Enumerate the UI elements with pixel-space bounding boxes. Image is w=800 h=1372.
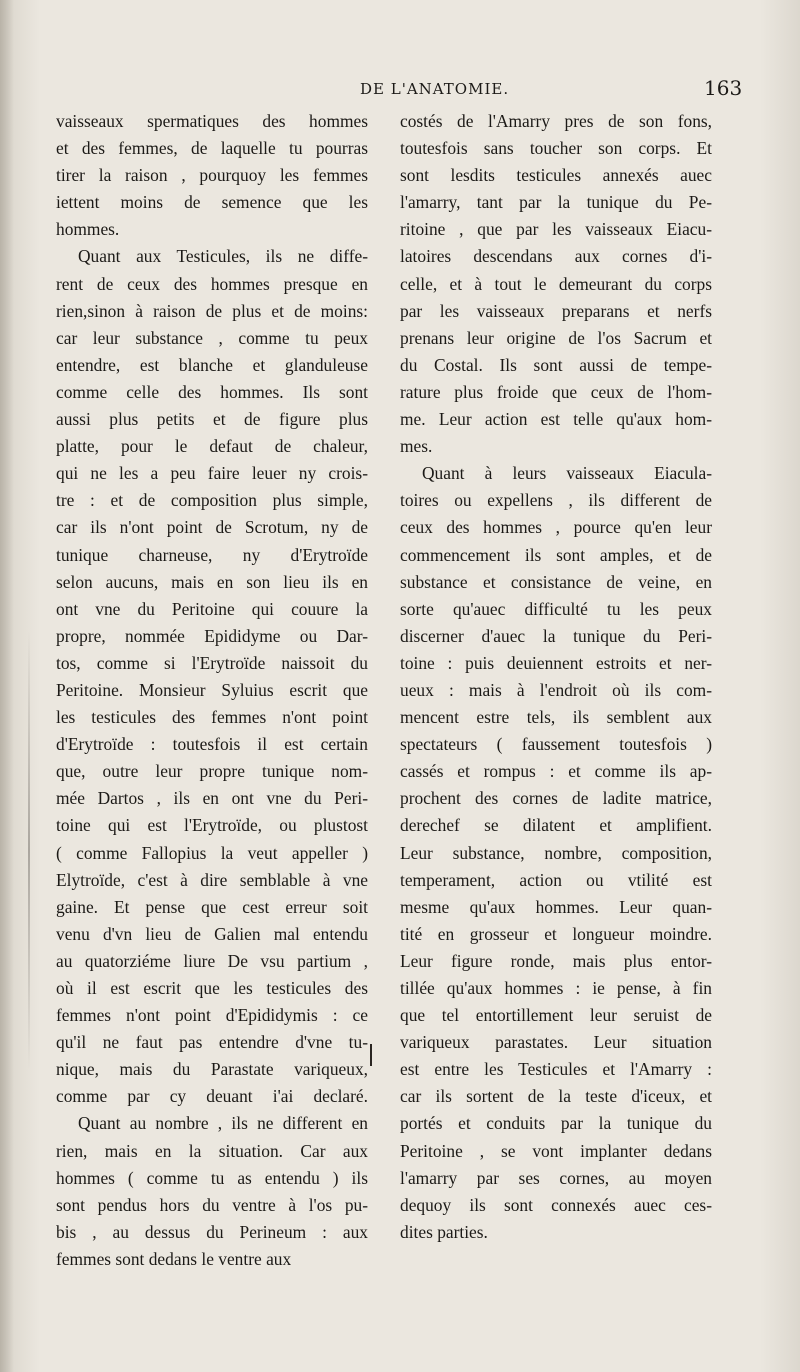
margin-mark (28, 630, 30, 1070)
text-line: Leur figure ronde, mais plus entor- (400, 950, 712, 971)
text-line: où il est escrit que les testicules des (56, 978, 368, 998)
text-line: Peritoine , se vont implanter dedans (400, 1140, 712, 1161)
text-line: ont vne du Peritoine qui couure la (56, 598, 368, 619)
text-line: toine : puis deuiennent estroits et ner- (400, 652, 712, 673)
text-line: Leur substance, nombre, composition, (400, 842, 712, 863)
text-line: toine qui est l'Erytroïde, ou plustost (56, 815, 368, 836)
text-line: les testicules des femmes n'ont point (56, 707, 368, 728)
text-line: par les vaisseaux preparans et nerfs (400, 300, 712, 321)
text-line: ( comme Fallopius la veut appeller ) (56, 842, 368, 863)
page-header (0, 76, 800, 106)
text-line: celle, et à tout le demeurant du corps (400, 273, 712, 294)
text-line: au quatorziéme liure De vsu partium , (56, 950, 368, 971)
text-line: que, outre leur propre tunique nom- (56, 761, 368, 782)
left-column (56, 108, 368, 1273)
text-line: mes. (400, 436, 433, 457)
text-line: bis , au dessus du Perineum : aux (56, 1221, 368, 1242)
text-line: dequoy ils sont connexés auec ces- (400, 1194, 712, 1215)
text-line: Elytroïde, c'est à dire semblable à vne (56, 869, 368, 890)
text-line: costés de l'Amarry pres de son fons, (400, 111, 712, 131)
text-line: venu d'vn lieu de Galien mal entendu (56, 923, 368, 944)
text-line: selon aucuns, mais en son lieu ils en (56, 571, 368, 592)
column-bracket (370, 1044, 372, 1066)
text-line: mencent estre tels, ils semblent aux (400, 707, 712, 728)
text-line: rien, mais en la situation. Car aux (56, 1140, 368, 1161)
text-line: gaine. Et pense que cest erreur soit (56, 896, 368, 917)
text-line: l'amarry par ses cornes, au moyen (400, 1167, 712, 1188)
text-line: prochent des cornes de ladite matrice, (400, 788, 712, 809)
text-line: comme celle des hommes. Ils sont (56, 381, 368, 402)
text-line: tunique charneuse, ny d'Erytroïde (56, 544, 368, 565)
text-line: toutesfois sans toucher son corps. Et (400, 138, 712, 159)
text-line: car ils n'ont point de Scrotum, ny de (56, 517, 368, 538)
text-line: tirer la raison , pourquoy les femmes (56, 165, 368, 186)
text-line: ueux : mais à l'endroit où ils com- (400, 679, 712, 700)
right-column (400, 108, 712, 1246)
text-line: hommes. (56, 219, 120, 240)
text-line: du Costal. Ils sont aussi de tempe- (400, 354, 712, 375)
text-line: l'amarry, tant par la tunique du Pe- (400, 192, 712, 213)
text-line: mesme qu'aux hommes. Leur quan- (400, 896, 712, 917)
text-line: tre : et de composition plus simple, (56, 490, 368, 511)
text-line: commencement ils sont amples, et de (400, 544, 712, 565)
text-line: portés et conduits par la tunique du (400, 1113, 712, 1134)
text-line: comme par cy deuant i'ai declaré. (56, 1086, 368, 1107)
text-line: me. Leur action est telle qu'aux hom- (400, 409, 712, 430)
text-line: tité en grosseur et longueur moindre. (400, 923, 712, 944)
text-line: sorte qu'auec difficulté tu les peux (400, 598, 712, 619)
text-line: platte, pour le defaut de chaleur, (56, 436, 368, 457)
text-line: substance et consistance de veine, en (400, 571, 712, 592)
text-line: spectateurs ( faussement toutesfois ) (400, 734, 712, 755)
text-line: qui ne les a peu faire leuer ny crois- (56, 463, 368, 484)
text-line: sont pendus hors du ventre à l'os pu- (56, 1194, 368, 1215)
text-line: cassés et rompus : et comme ils ap- (400, 761, 712, 782)
text-line: d'Erytroïde : toutesfois il est certain (56, 734, 368, 755)
text-line: nique, mais du Parastate variqueux, (56, 1059, 368, 1080)
text-line: rature plus froide que ceux de l'hom- (400, 381, 712, 402)
text-line: et des femmes, de laquelle tu pourras (56, 138, 368, 159)
text-line: ceux des hommes , pource qu'en leur (400, 517, 712, 538)
text-line: aussi plus petits et de figure plus (56, 409, 368, 430)
text-line: car leur substance , comme tu peux (56, 327, 368, 348)
text-line: femmes n'ont point d'Epididymis : ce (56, 1005, 368, 1026)
text-line: prenans leur origine de l'os Sacrum et (400, 327, 712, 348)
text-line: mée Dartos , ils en ont vne du Peri- (56, 788, 368, 809)
running-head: DE L'ANATOMIE. (360, 80, 510, 98)
text-line: est entre les Testicules et l'Amarry : (400, 1059, 712, 1080)
text-line: Quant au nombre , ils ne different en (78, 1113, 368, 1134)
binding-shadow (0, 0, 14, 1372)
text-line: dites parties. (400, 1221, 488, 1242)
text-line: Quant à leurs vaisseaux Eiacula- (422, 463, 712, 484)
text-line: variqueux parastates. Leur situation (400, 1032, 712, 1053)
text-line: qu'il ne faut pas entendre d'vne tu- (56, 1032, 368, 1053)
text-line: latoires descendans aux cornes d'i- (400, 246, 712, 267)
text-line: femmes sont dedans le ventre aux (56, 1248, 292, 1269)
text-line: vaisseaux spermatiques des hommes (56, 111, 368, 131)
text-line: iettent moins de semence que les (56, 192, 368, 213)
text-line: sont lesdits testicules annexés auec (400, 165, 712, 186)
text-line: entendre, est blanche et glanduleuse (56, 354, 368, 375)
text-line: Quant aux Testicules, ils ne diffe- (78, 246, 368, 267)
text-line: car ils sortent de la teste d'iceux, et (400, 1086, 712, 1107)
text-line: rien,sinon à raison de plus et de moins: (56, 300, 368, 321)
text-line: Peritoine. Monsieur Syluius escrit que (56, 679, 368, 700)
text-line: toires ou expellens , ils different de (400, 490, 712, 511)
text-line: temperament, action ou vtilité est (400, 869, 712, 890)
text-line: tos, comme si l'Erytroïde naissoit du (56, 652, 368, 673)
text-line: rent de ceux des hommes presque en (56, 273, 368, 294)
text-line: hommes ( comme tu as entendu ) ils (56, 1167, 368, 1188)
text-line: derechef se dilatent et amplifient. (400, 815, 712, 836)
text-line: tillée qu'aux hommes : ie pense, à fin (400, 978, 712, 998)
text-line: ritoine , que par les vaisseaux Eiacu- (400, 219, 712, 240)
page-number: 163 (704, 76, 743, 100)
text-line: propre, nommée Epididyme ou Dar- (56, 625, 368, 646)
text-line: discerner d'auec la tunique du Peri- (400, 625, 712, 646)
text-line: que tel entortillement leur seruist de (400, 1005, 712, 1026)
